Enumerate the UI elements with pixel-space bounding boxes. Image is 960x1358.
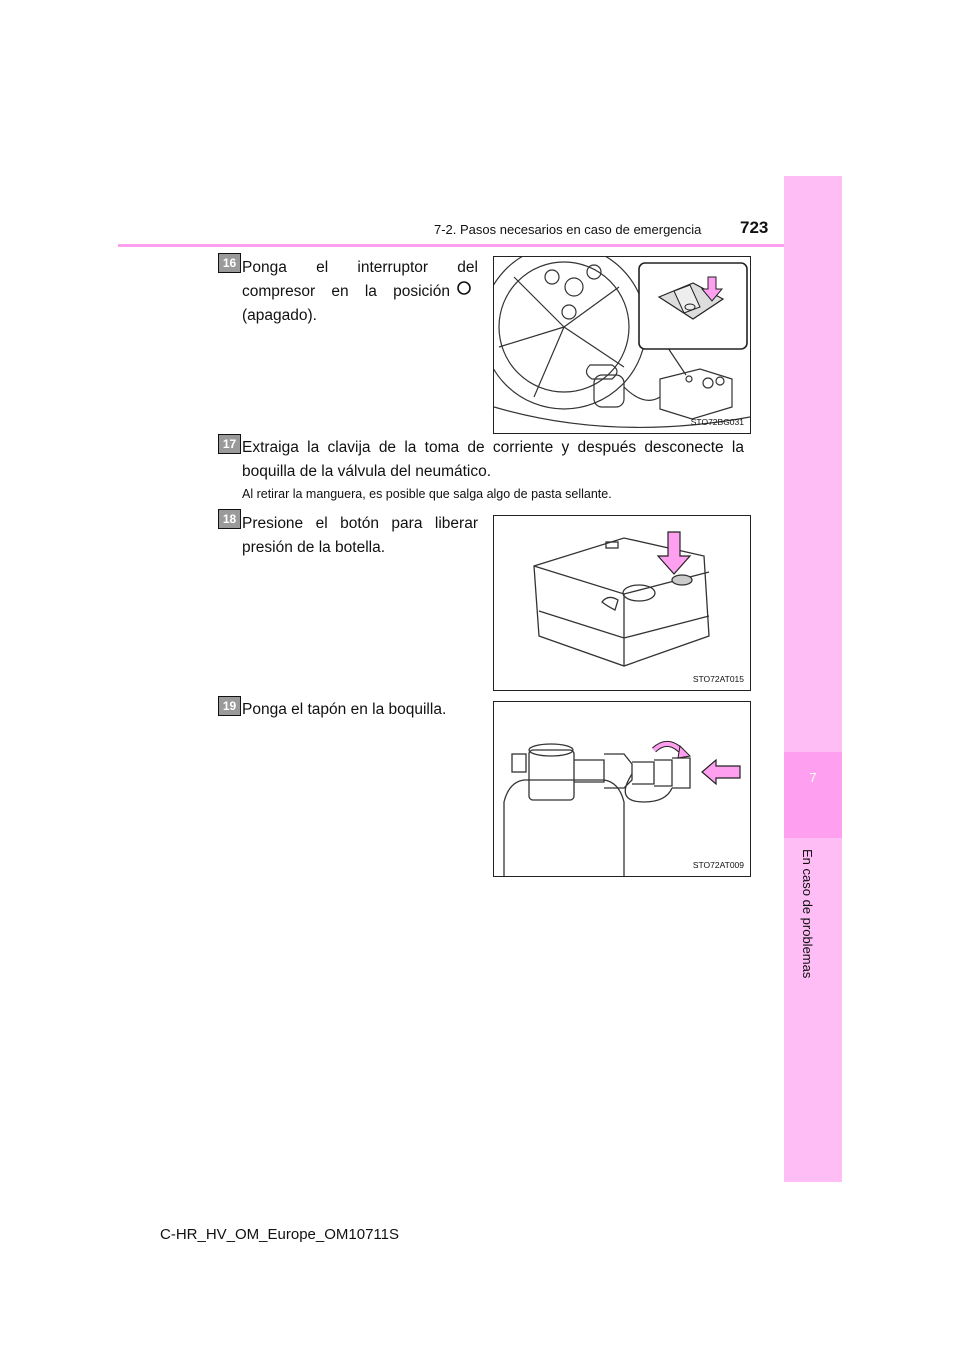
header-rule bbox=[118, 244, 840, 247]
step-17-text: Extraiga la clavija de la toma de corriente y después desconecte la boquilla de la válvula del neumático. bbox=[242, 439, 744, 480]
section-title: 7-2. Pasos necesarios en caso de emergencia bbox=[434, 222, 702, 237]
page-number: 723 bbox=[740, 218, 769, 237]
figure-nozzle-cap bbox=[493, 701, 751, 877]
step-badge-18: 18 bbox=[218, 509, 241, 529]
figure-compressor-switch bbox=[493, 256, 751, 434]
step-badge-17: 17 bbox=[218, 434, 241, 454]
step-badge-19: 19 bbox=[218, 696, 241, 716]
figure-code: STO72AT009 bbox=[692, 860, 744, 870]
circle-off-icon bbox=[456, 280, 472, 304]
compressor-switch-illustration bbox=[494, 257, 750, 433]
figure-pressure-release bbox=[493, 515, 751, 691]
step-16-text-b: (apagado). bbox=[242, 307, 317, 325]
chapter-number: 7 bbox=[809, 770, 817, 785]
step-16-text-a: Ponga el interruptor del compresor en la posición bbox=[242, 259, 478, 301]
figure-code: STO72AT015 bbox=[692, 674, 744, 684]
chapter-title: En caso de problemas bbox=[800, 849, 815, 979]
step-18-text: Presione el botón para liberar presión de la botella. bbox=[242, 515, 478, 556]
chapter-side-tab bbox=[784, 176, 842, 1182]
step-17-note: Al retirar la manguera, es posible que salga algo de pasta sellante. bbox=[242, 487, 612, 501]
figure-code: STO72BG031 bbox=[690, 417, 744, 427]
nozzle-cap-illustration bbox=[494, 702, 750, 876]
step-badge-16: 16 bbox=[218, 253, 241, 273]
pressure-release-illustration bbox=[494, 516, 750, 690]
chapter-tab-active bbox=[784, 752, 842, 838]
step-19-text: Ponga el tapón en la boquilla. bbox=[242, 701, 447, 718]
document-code: C-HR_HV_OM_Europe_OM10711S bbox=[160, 1226, 399, 1243]
step-16-text bbox=[242, 256, 478, 328]
